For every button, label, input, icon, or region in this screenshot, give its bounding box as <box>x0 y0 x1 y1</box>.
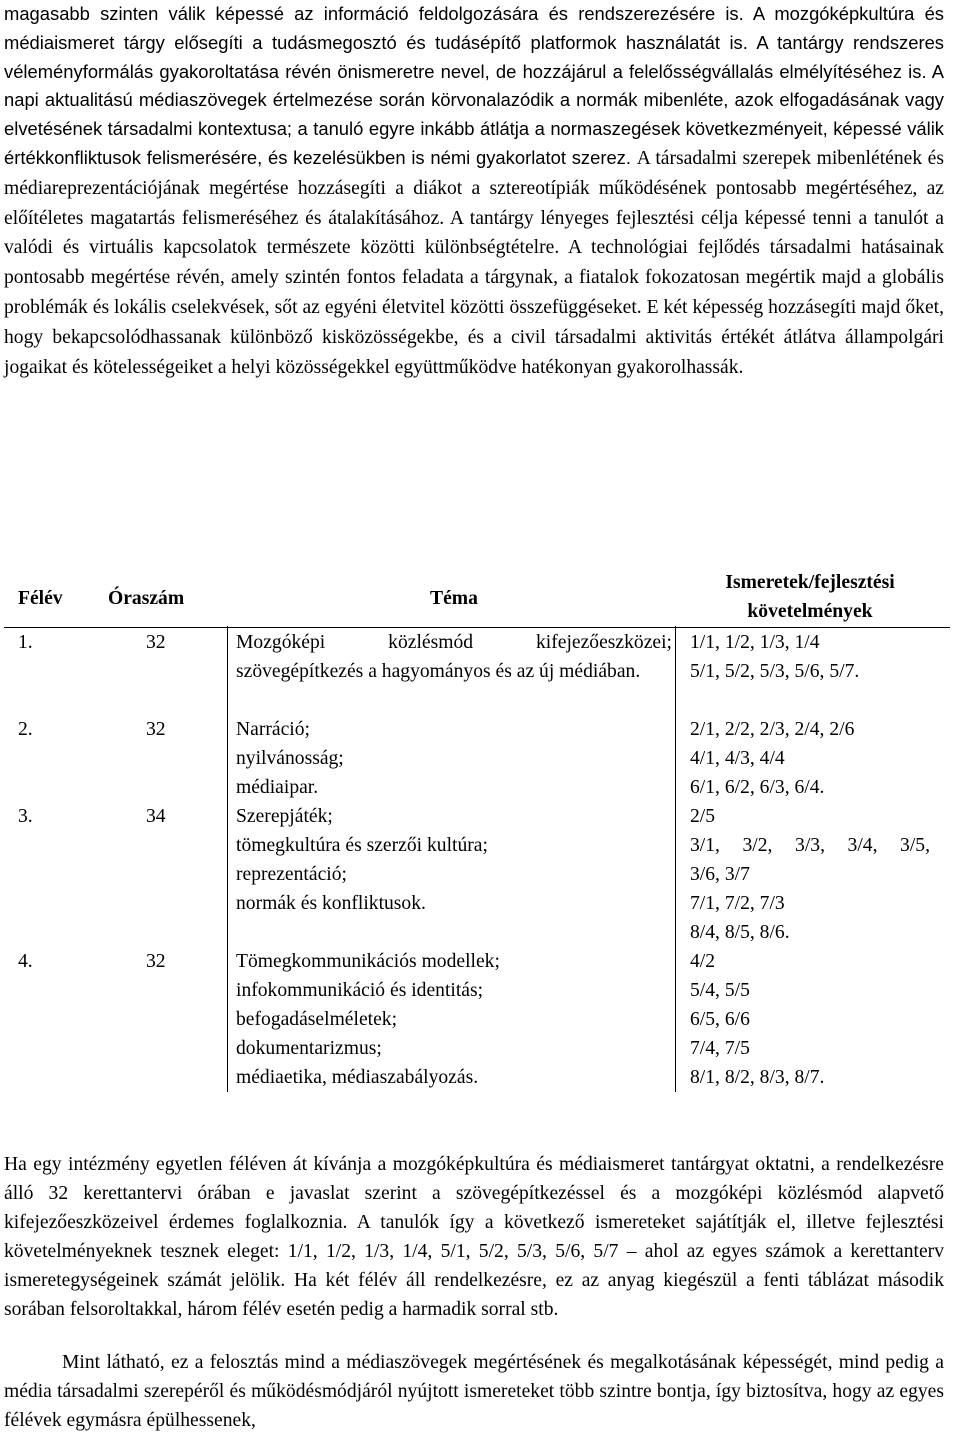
cell-oraszam: 34 <box>146 806 166 827</box>
paragraph-part-1: magasabb szinten válik képessé az információ feldolgozására és rendszerezésére is. A mozgóképkultúra és médiaismeret tárgy elősegíti a tudásmegosztó és tudásépítő platformok használatát is. A tantárgy rendszeres véleményformálás gyakoroltatása révén önismeretre nevel, de hozzájárul a felelősségvállalás elmélyítéséhez is. A napi aktualitású médiaszövegek értelmezése során körvonalazódik a normák mibenléte, azok elfogadásának vagy elvetésének társadalmi kontextusa; a tanuló egyre inkább átlátja a normaszegések következményeit, képessé válik értékkonfliktusok felismerésére, és kezelésükben is némi gyakorlatot szerez. <box>4 3 944 168</box>
tema-line: infokommunikáció és identitás; <box>236 980 484 1001</box>
table-divider-ismeretek <box>675 626 676 1092</box>
ism-line: 7/1, 7/2, 7/3 <box>690 893 785 914</box>
table-divider-tema <box>227 626 228 1092</box>
ism-line: 5/4, 5/5 <box>690 980 750 1001</box>
cell-felev: 4. <box>18 951 33 972</box>
cell-tema <box>236 802 672 918</box>
tema-line: médiaipar. <box>236 777 319 798</box>
cell-oraszam: 32 <box>146 632 166 653</box>
header-tema: Téma <box>430 588 478 609</box>
ism-line: 2/5 <box>690 806 716 827</box>
table-row <box>4 715 950 802</box>
ism-line: 4/2 <box>690 951 716 972</box>
ism-line: 6/1, 6/2, 6/3, 6/4. <box>690 777 825 798</box>
table-header-row <box>4 567 950 628</box>
cell-ismeretek <box>690 802 930 947</box>
tema-line: normák és konfliktusok. <box>236 893 426 914</box>
tema-line: tömegkultúra és szerzői kultúra; <box>236 835 488 856</box>
ism-line: 6/5, 6/6 <box>690 1009 750 1030</box>
header-felev: Félév <box>18 588 63 609</box>
cell-tema: Mozgóképi közlésmód kifejezőeszközei; szövegépítkezés a hagyományos és az új médiában. <box>236 632 672 682</box>
cell-felev: 2. <box>18 719 33 740</box>
cell-ismeretek <box>690 947 930 1092</box>
cell-oraszam: 32 <box>146 719 166 740</box>
ism-line: 1/1, 1/2, 1/3, 1/4 <box>690 632 820 653</box>
curriculum-table <box>4 567 950 1092</box>
tema-line: dokumentarizmus; <box>236 1038 382 1059</box>
tema-line: Szerepjáték; <box>236 806 333 827</box>
table-row <box>4 628 950 715</box>
ism-line: 4/1, 4/3, 4/4 <box>690 748 785 769</box>
cell-tema <box>236 715 672 802</box>
header-ismeretek: Ismeretek/fejlesztési követelmények <box>725 572 895 622</box>
cell-ismeretek <box>690 715 930 802</box>
paragraph-part-2: A társadalmi szerepek mibenlétének és médiareprezentációjának megértése hozzásegíti a diákot a sztereotípiák működésének pontosabb megértéséhez, az előítéletes magatartás felismeréséhez és átalakításához. A tantárgy lényeges fejlesztési célja képessé tenni a tanulót a valódi és virtuális kapcsolatok természete közötti különbségtételre. A technológiai fejlődés társadalmi hatásainak pontosabb megértése révén, amely szintén fontos feladata a tárgynak, a fiatalok fokozatosan megértik majd a globális problémák és lokális cselekvések, sőt az egyéni életvitel közötti összefüggéseket. E két képesség hozzásegíti majd őket, hogy bekapcsolódhassanak különböző kisközösségekbe, és a civil társadalmi aktivitás értékét átlátva állampolgári jogaikat és kötelességeiket a helyi közösségekkel együttműködve hatékonyan gyakorolhassák. <box>4 147 944 378</box>
cell-oraszam: 32 <box>146 951 166 972</box>
cell-ismeretek <box>690 628 930 686</box>
tema-line: reprezentáció; <box>236 864 347 885</box>
tema-line: Narráció; <box>236 719 310 740</box>
tema-line: nyilvánosság; <box>236 748 344 769</box>
table-row <box>4 947 950 1092</box>
header-oraszam: Óraszám <box>108 588 185 609</box>
ism-line: 8/1, 8/2, 8/3, 8/7. <box>690 1067 825 1088</box>
body-paragraph-semester: Ha egy intézmény egyetlen féléven át kívánja a mozgóképkultúra és médiaismeret tantárgyat oktatni, a rendelkezésre álló 32 kerettantervi órában e javaslat szerint a szövegépítkezéssel és a mozgóképi közlésmód alapvető kifejezőeszközeivel érdemes foglalkoznia. A tanulók így a következő ismereteket sajátítják el, illetve fejlesztési követelményeknek tesznek eleget: 1/1, 1/2, 1/3, 1/4, 5/1, 5/2, 5/3, 5/6, 5/7 – ahol az egyes számok a kerettanterv ismeretegységeinek számát jelölik. Ha két félév áll rendelkezésre, ez az anyag kiegészül a fenti táblázat második sorában felsoroltakkal, három félév esetén pedig a harmadik sorral stb. <box>4 1154 944 1320</box>
table-row <box>4 802 950 947</box>
ism-line: 5/1, 5/2, 5/3, 5/6, 5/7. <box>690 661 860 682</box>
ism-line: 3/1, 3/2, 3/3, 3/4, 3/5, <box>690 835 930 856</box>
cell-tema <box>236 947 672 1092</box>
ism-line: 3/6, 3/7 <box>690 864 750 885</box>
tema-line: Tömegkommunikációs modellek; <box>236 951 500 972</box>
cell-felev: 3. <box>18 806 33 827</box>
body-paragraph-conclusion: Mint látható, ez a felosztás mind a médiaszövegek megértésének és megalkotásának képességét, mind pedig a média társadalmi szerepéről és működésmódjáról nyújtott ismereteket több szintre bontja, így biztosítva, hogy az egyes félévek egymásra épülhessenek, <box>4 1352 944 1431</box>
ism-line: 7/4, 7/5 <box>690 1038 750 1059</box>
cell-felev: 1. <box>18 632 33 653</box>
ism-line: 8/4, 8/5, 8/6. <box>690 922 790 943</box>
tema-line: médiaetika, médiaszabályozás. <box>236 1067 479 1088</box>
ism-line: 2/1, 2/2, 2/3, 2/4, 2/6 <box>690 719 855 740</box>
body-paragraph-intro <box>4 0 944 382</box>
tema-line: befogadáselméletek; <box>236 1009 398 1030</box>
